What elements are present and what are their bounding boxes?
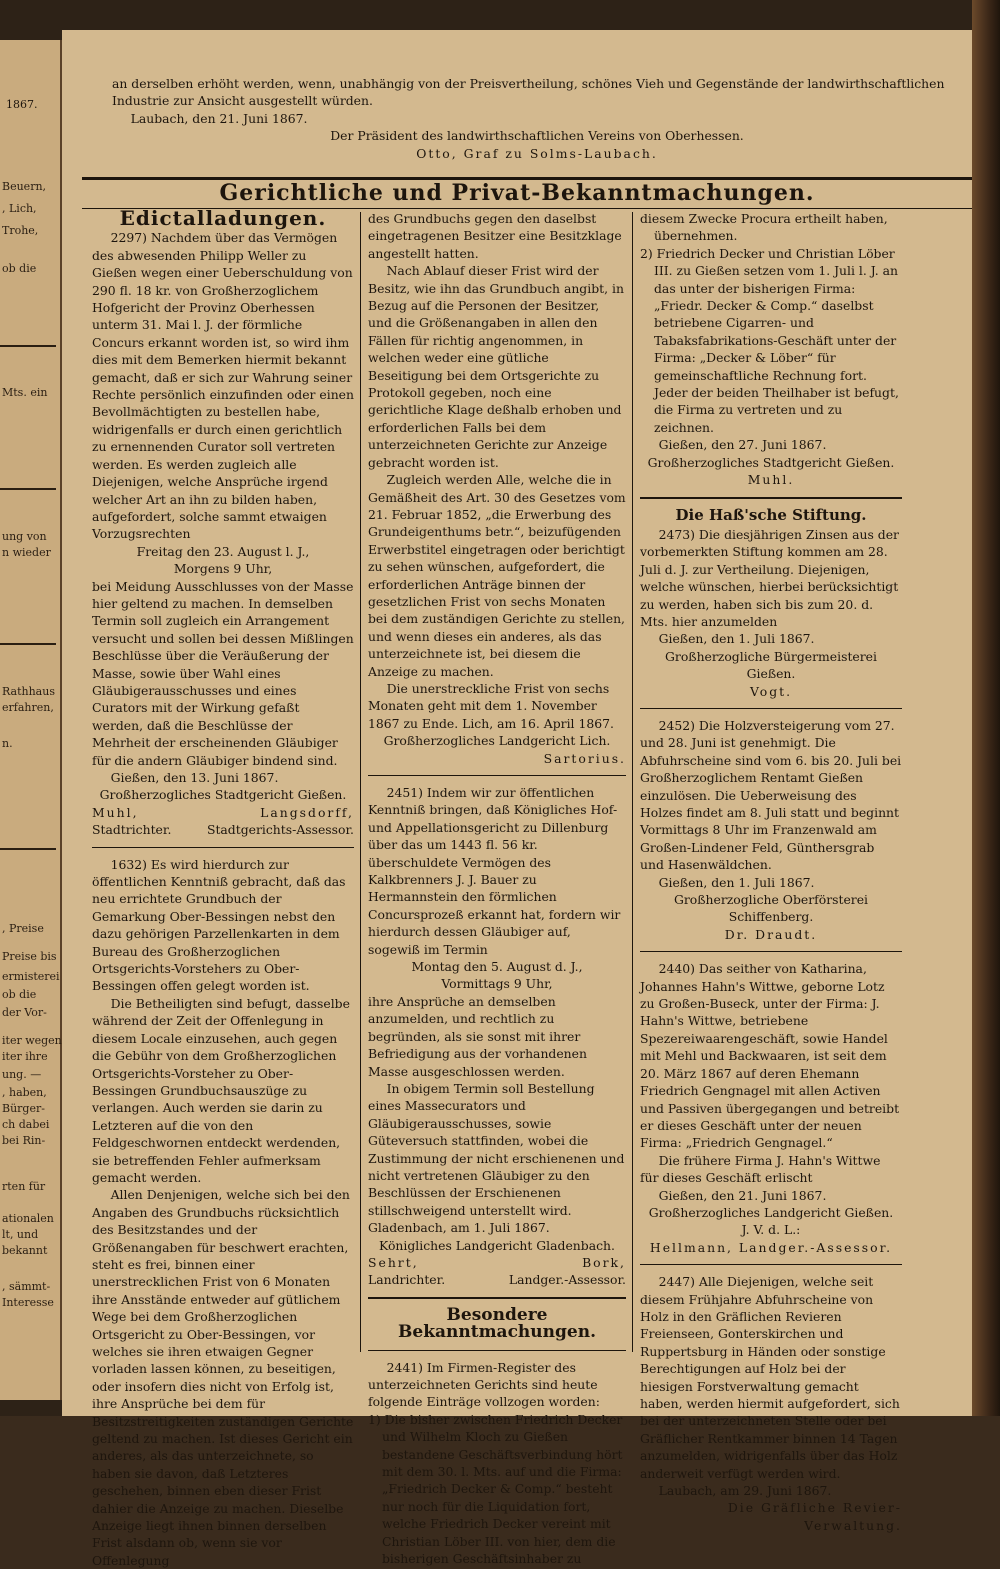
notice-separator [368,775,626,776]
notice-2473: 2473) Die diesjährigen Zinsen aus der vorbemerkten Stiftung kommen am 28. Juli d. J. zur Vertheilung. Diejenigen, welche wünschen, hierbei berücksichtigt zu werden, haben sich bis zum 20. d. Mts. hier anzumelden [640,526,899,629]
notice-separator [640,951,902,952]
margin-fragment: ob die [2,988,37,1001]
notice-separator [640,497,902,499]
notice-separator [368,1297,626,1299]
intro-date: Laubach, den 21. Juni 1867. [130,110,308,126]
margin-fragment: bei Rin- [2,1134,46,1147]
notice-2297-date: Freitag den 23. August l. J., [136,543,310,559]
heading-hass-stiftung: Die Haß'sche Stiftung. [675,505,867,524]
heading-besondere-bekanntmachungen: Besondere Bekanntmachungen. [398,1304,596,1343]
margin-fragment: ung. — [2,1068,42,1081]
margin-fragment: der Vor- [2,1006,47,1019]
notice-2452-place-date: Gießen, den 1. Juli 1867. [658,874,815,890]
margin-fragment: Mts. ein [2,386,48,399]
signature-role: Stadtgerichts-Assessor. [206,822,354,838]
signature: Sartorius. [543,750,626,766]
column-2 [368,210,626,1567]
signature-row [92,804,354,821]
signature: Sehrt, [368,1254,419,1270]
signature: Hellmann, Landger.-Assessor. [649,1239,893,1255]
notice-2440-court: Großherzogliches Landgericht Gießen. [648,1204,894,1220]
notice-2297: 2297) Nachdem über das Vermögen des abwesenden Philipp Weller zu Gießen wegen einer Ueberschuldung von 290 fl. 18 kr. von Großherzoglichem Hofgericht der Provinz Oberhessen unterm 31. Mai l. J. der förmliche Concurs erkannt worden ist, so wird ihm dies mit dem Bemerken hiermit bekannt gemacht, daß er sich zur Wahrung seiner Rechte persönlich einzufinden oder einen Bevollmächtigten zu bestellen habe, widrigenfalls er durch einen gerichtlich zu ernennenden Curator soll vertreten werden. Es werden zugleich alle Diejenigen, welche Ansprüche irgend welcher Art an ihn zu bilden haben, aufgefordert, solche sammt etwaigen Vorzugsrechten [92,230,354,542]
margin-fragment: , sämmt- [2,1280,51,1293]
signature: Dr. Draudt. [724,926,818,942]
intro-signer: Otto, Graf zu Solms-Laubach. [416,145,658,161]
notice-2441-item-1-cont: diesem Zwecke Procura ertheilt haben, übernehmen. [640,211,888,244]
notice-2441-item-1: 1) Die bisher zwischen Friedrich Decker und Wilhelm Kloch zu Gießen bestandene Geschäftsverbindung hört mit dem 30. l. Mts. auf und die Firma: „Friedrich Decker & Comp.“ besteht nur noch für die Liquidation fort, welche Friedrich Decker vereint mit Christian Löber III. von hier, dem die bisherigen Geschäftsinhaber zu [368,1411,623,1567]
section-title: Gerichtliche und Privat-Bekanntmachungen. [219,180,815,206]
notice-2447-place-date: Laubach, am 29. Juni 1867. [658,1483,832,1499]
notice-2451: 2451) Indem wir zur öffentlichen Kenntniß bringen, daß Königliches Hof- und Appellationsgericht zu Dillenburg über das um 1443 fl. 56 kr. überschuldete Vermögen des Kalkbrenners J. J. Bauer zu Hermannstein den förmlichen Concursprozeß erkannt hat, fordern wir hierdurch dessen Gläubiger auf, sogewiß im Termin [368,785,621,957]
signature: Die Gräfliche Revier- [727,1500,902,1516]
intro-block [112,75,962,162]
notice-2473-place-date: Gießen, den 1. Juli 1867. [658,631,815,647]
margin-fragment: Interesse [2,1296,54,1309]
margin-fragment: lt, und [2,1228,39,1241]
margin-fragment: Rathhaus [2,685,55,698]
signature: Langsdorff, [260,804,354,820]
column-divider [632,212,633,1352]
notice-2440-place-date: Gießen, den 21. Juni 1867. [658,1187,827,1203]
notice-2452-authority: Großherzogliche Oberförsterei Schiffenberg. [673,892,869,925]
margin-rule [0,345,56,347]
signature: Vogt. [749,683,793,699]
notice-2441-place-date: Gießen, den 27. Juni 1867. [658,437,827,453]
column-divider [360,212,361,1352]
notice-2441-item-2: 2) Friedrich Decker und Christian Löber III. zu Gießen setzen vom 1. Juli l. J. an das unter der bisherigen Firma: „Friedr. Decker & Comp.“ daselbst betriebene Cigarren- und Tabaksfabrikations-Geschäft unter der Firma: „Decker & Löber“ für gemeinschaftliche Rechnung fort. Jeder der beiden Theilhaber ist befugt, die Firma zu vertreten und zu zeichnen. [640,245,899,435]
margin-fragment: , Preise [2,922,44,935]
signature: Muhl, [92,804,139,820]
notice-2297-court: Großherzogliches Stadtgericht Gießen. [99,787,347,803]
notice-2473-authority: Großherzogliche Bürgermeisterei Gießen. [665,648,877,682]
notice-2441-court: Großherzogliches Stadtgericht Gießen. [647,454,895,470]
signature: Bork, [582,1254,626,1270]
notice-2297-time: Morgens 9 Uhr, [173,561,273,577]
heading-edictalladungen: Edictalladungen. [119,206,327,230]
notice-separator [640,708,902,709]
margin-fragment: bekannt [2,1244,48,1257]
notice-2451-court: Königliches Landgericht Gladenbach. [379,1237,615,1253]
notice-2441: 2441) Im Firmen-Register des unterzeichneten Gerichts sind heute folgende Einträge vollzogen worden: [368,1359,600,1410]
margin-fragment: iter ihre [2,1050,48,1063]
column-3 [640,210,902,1534]
signature: J. V. d. L.: [741,1222,801,1238]
notice-2447: 2447) Alle Diejenigen, welche seit diesem Frühjahre Abfuhrscheine von Holz in den Gräflichen Revieren Freienseen, Gonterskirchen und Ruppertsburg in Händen oder sonstige Berechtigungen auf Holz bei der hiesigen Forstverwaltung gemacht haben, werden hiermit aufgefordert, sich bei der unterzeichneten Stelle oder bei Gräflicher Rentkammer binnen 14 Tagen anzumelden, widrigenfalls über das Holz anderweit verfügt werden wird. [640,1274,900,1481]
margin-fragment: ationalen [2,1212,54,1225]
margin-fragment: rten für [2,1180,46,1193]
margin-rule [0,488,56,490]
margin-fragment: ch dabei [2,1118,50,1131]
margin-fragment: ung von [2,530,47,543]
notice-2451-date: Montag den 5. August d. J., [411,959,583,975]
intro-text: an derselben erhöht werden, wenn, unabhängig von der Preisvertheilung, schönes Vieh und Gegenstände der landwirthschaftlichen Industrie zur Ansicht ausgestellt würden. [112,76,945,109]
signature-role: Landger.-Assessor. [508,1272,626,1288]
column-1 [92,206,354,1569]
notice-1632: 1632) Es wird hierdurch zur öffentlichen Kenntniß gebracht, daß das neu errichtete Grundbuch der Gemarkung Ober-Bessingen nebst den dazu gehörigen Parzellenkarten in dem Bureau des Großherzoglichen Ortsgerichts-Vorstehers zu Ober-Bessingen offen gelegt worden ist. [92,856,346,994]
signature-role-row [92,821,354,838]
notice-separator [92,847,354,848]
margin-fragment: iter wegen [2,1034,62,1047]
margin-rule [0,848,56,850]
notice-1632-p4: Nach Ablauf dieser Frist wird der Besitz, wie ihn das Grundbuch angibt, in Bezug auf die Personen der Besitzer, und die Größenangaben in allen den Fällen für richtig angenommen, in welchen weder eine gütliche Beseitigung bei dem Ortsgerichte zu Protokoll gegeben, noch eine gerichtliche Klage deßhalb erhoben und erforderlichen Falls bei dem unterzeichneten Gerichte zur Anzeige gebracht worden ist. [368,263,624,470]
margin-fragment: erfahren, [2,701,54,714]
margin-fragment: n wieder [2,546,51,559]
notice-2452: 2452) Die Holzversteigerung vom 27. und 28. Juni ist genehmigt. Die Abfuhrscheine sind vom 6. bis 20. Juli bei Großherzoglichem Rentamt Gießen einzulösen. Die Ueberweisung des Holzes findet am 8. Juli statt und beginnt Vormittags 8 Uhr im Franzenwald am Großen-Lindener Feld, Günthersgrab und Hasenwäldchen. [640,717,902,873]
margin-fragment: n. [2,737,13,750]
notice-1632-p6: Die unerstreckliche Frist von sechs Monaten geht mit dem 1. November 1867 zu Ende. Lich, am 16. April 1867. [368,680,614,731]
notice-1632-p5: Zugleich werden Alle, welche die in Gemäßheit des Art. 30 des Gesetzes vom 21. Februar 1852, „die Erwerbung des Grundeigenthums betr.“, beizufügenden Erwerbstitel eingetragen oder berichtigt zu sehen wünschen, aufgefordert, die erforderlichen Anträge binnen der gesetzlichen Frist von sechs Monaten bei dem zuständigen Gerichte zu stellen, und wenn dieses ein anderes, als das unterzeichnete ist, bei diesem die Anzeige zu machen. [368,472,626,679]
notice-1632-court: Großherzogliches Landgericht Lich. [383,733,611,749]
margin-fragment: , haben, [2,1086,47,1099]
margin-fragment: Beuern, [2,180,47,193]
page-number: 1867. [6,98,38,111]
notice-2297-place-date: Gießen, den 13. Juni 1867. [110,770,279,785]
previous-page-edge [0,40,62,1400]
signature: Verwaltung. [804,1517,902,1533]
notice-1632-cont: des Grundbuchs gegen den daselbst eingetragenen Besitzer eine Besitzklage angestellt hatten. [368,211,622,261]
notice-2451-time: Vormittags 9 Uhr, [441,976,553,992]
notice-1632-p3: Allen Denjenigen, welche sich bei den Angaben des Grundbuchs rücksichtlich des Besitzstandes und der Größenangaben für beschwert erachten, steht es frei, binnen einer unerstrecklichen Frist von 6 Monaten ihre Ansstände entweder auf gütlichem Wege bei dem Großherzoglichen Ortsgericht zu Ober-Bessingen, vor welches sie ihren etwaigen Gegner vorladen lassen können, zu beseitigen, oder insofern dies nicht von Erfolg ist, ihre Ansprüche bei dem für Besitzstreitigkeiten zuständigen Gerichte geltend zu machen. Ist dieses Gericht ein anderes, als das unterzeichnete, so haben sie davon, daß Letzteres geschehen, binnen eben dieser Frist dahier die Anzeige zu machen. Dieselbe Anzeige liegt ihnen binnen derselben Frist alsdann ob, wenn sie vor Offenlegung [92,1187,354,1568]
notice-separator [368,1350,626,1351]
signature-role-row [368,1271,626,1288]
margin-fragment: Trohe, [2,224,39,237]
signature-row [368,1254,626,1271]
notice-separator [640,1264,902,1265]
margin-fragment: , Lich, [2,202,37,215]
margin-rule [0,643,56,645]
margin-fragment: Preise bis [2,950,57,963]
margin-fragment: Bürger- [2,1102,45,1115]
notice-2440: 2440) Das seither von Katharina, Johannes Hahn's Wittwe, geborne Lotz zu Großen-Buseck, unter der Firma: J. Hahn's Wittwe, betriebene Spezereiwaarengeschäft, sowie Handel mit Mehl und Backwaaren, ist seit dem 20. März 1867 auf deren Ehemann Friedrich Gengnagel mit allen Activen und Passiven übergegangen und betreibt er dieses Geschäft unter der neuen Firma: „Friedrich Gengnagel.“ [640,961,900,1151]
intro-signer-title: Der Präsident des landwirthschaftlichen Vereins von Oberhessen. [330,128,744,144]
notice-2297-cont: bei Meidung Ausschlusses von der Masse hier geltend zu machen. In demselben Termin soll zugleich ein Arrangement versucht und sollen bei dessen Mißlingen Beschlüsse über die Veräußerung der Masse, sowie über Wahl eines Gläubigerausschusses und eines Curators mit der Wirkung gefaßt werden, daß die Beschlüsse der Mehrheit der erscheinenden Gläubiger für die andern Gläubiger bindend sind. [92,578,354,768]
notice-1632-p2: Die Betheiligten sind befugt, dasselbe während der Zeit der Offenlegung in diesem Locale einzusehen, auch gegen die Gebühr von dem Großherzoglichen Ortsgerichts-Vorsteher zu Ober-Bessingen Grundbuchsauszüge zu verlangen. Auch werden sie darin zu Letzteren auf die von den Feldgeschwornen entdeckt werdenden, sie betreffenden Fehler aufmerksam gemacht werden. [92,995,350,1185]
notice-2440-p2: Die frühere Firma J. Hahn's Wittwe für dieses Geschäft erlischt [640,1152,881,1186]
signature-role: Stadtrichter. [92,822,172,838]
signature-role: Landrichter. [368,1272,446,1288]
notice-2451-p2: In obigem Termin soll Bestellung eines Massecurators und Gläubigerausschusses, sowie Güteversuch stattfinden, wobei die Zustimmung der nicht erschienenen und nicht vertretenen Gläubiger zu den Beschlüssen der Erschienenen stillschweigend unterstellt wird. Gladenbach, am 1. Juli 1867. [368,1080,625,1236]
book-spine [972,0,1000,1416]
signature: Muhl. [747,472,795,488]
margin-fragment: ermisterei [2,970,60,983]
notice-2451-cont: ihre Ansprüche an demselben anzumelden, und rechtlich zu begründen, als sie sonst mit ihrer Befriedigung aus der vorhandenen Masse ausgeschlossen werden. [368,993,587,1079]
margin-fragment: ob die [2,262,37,275]
